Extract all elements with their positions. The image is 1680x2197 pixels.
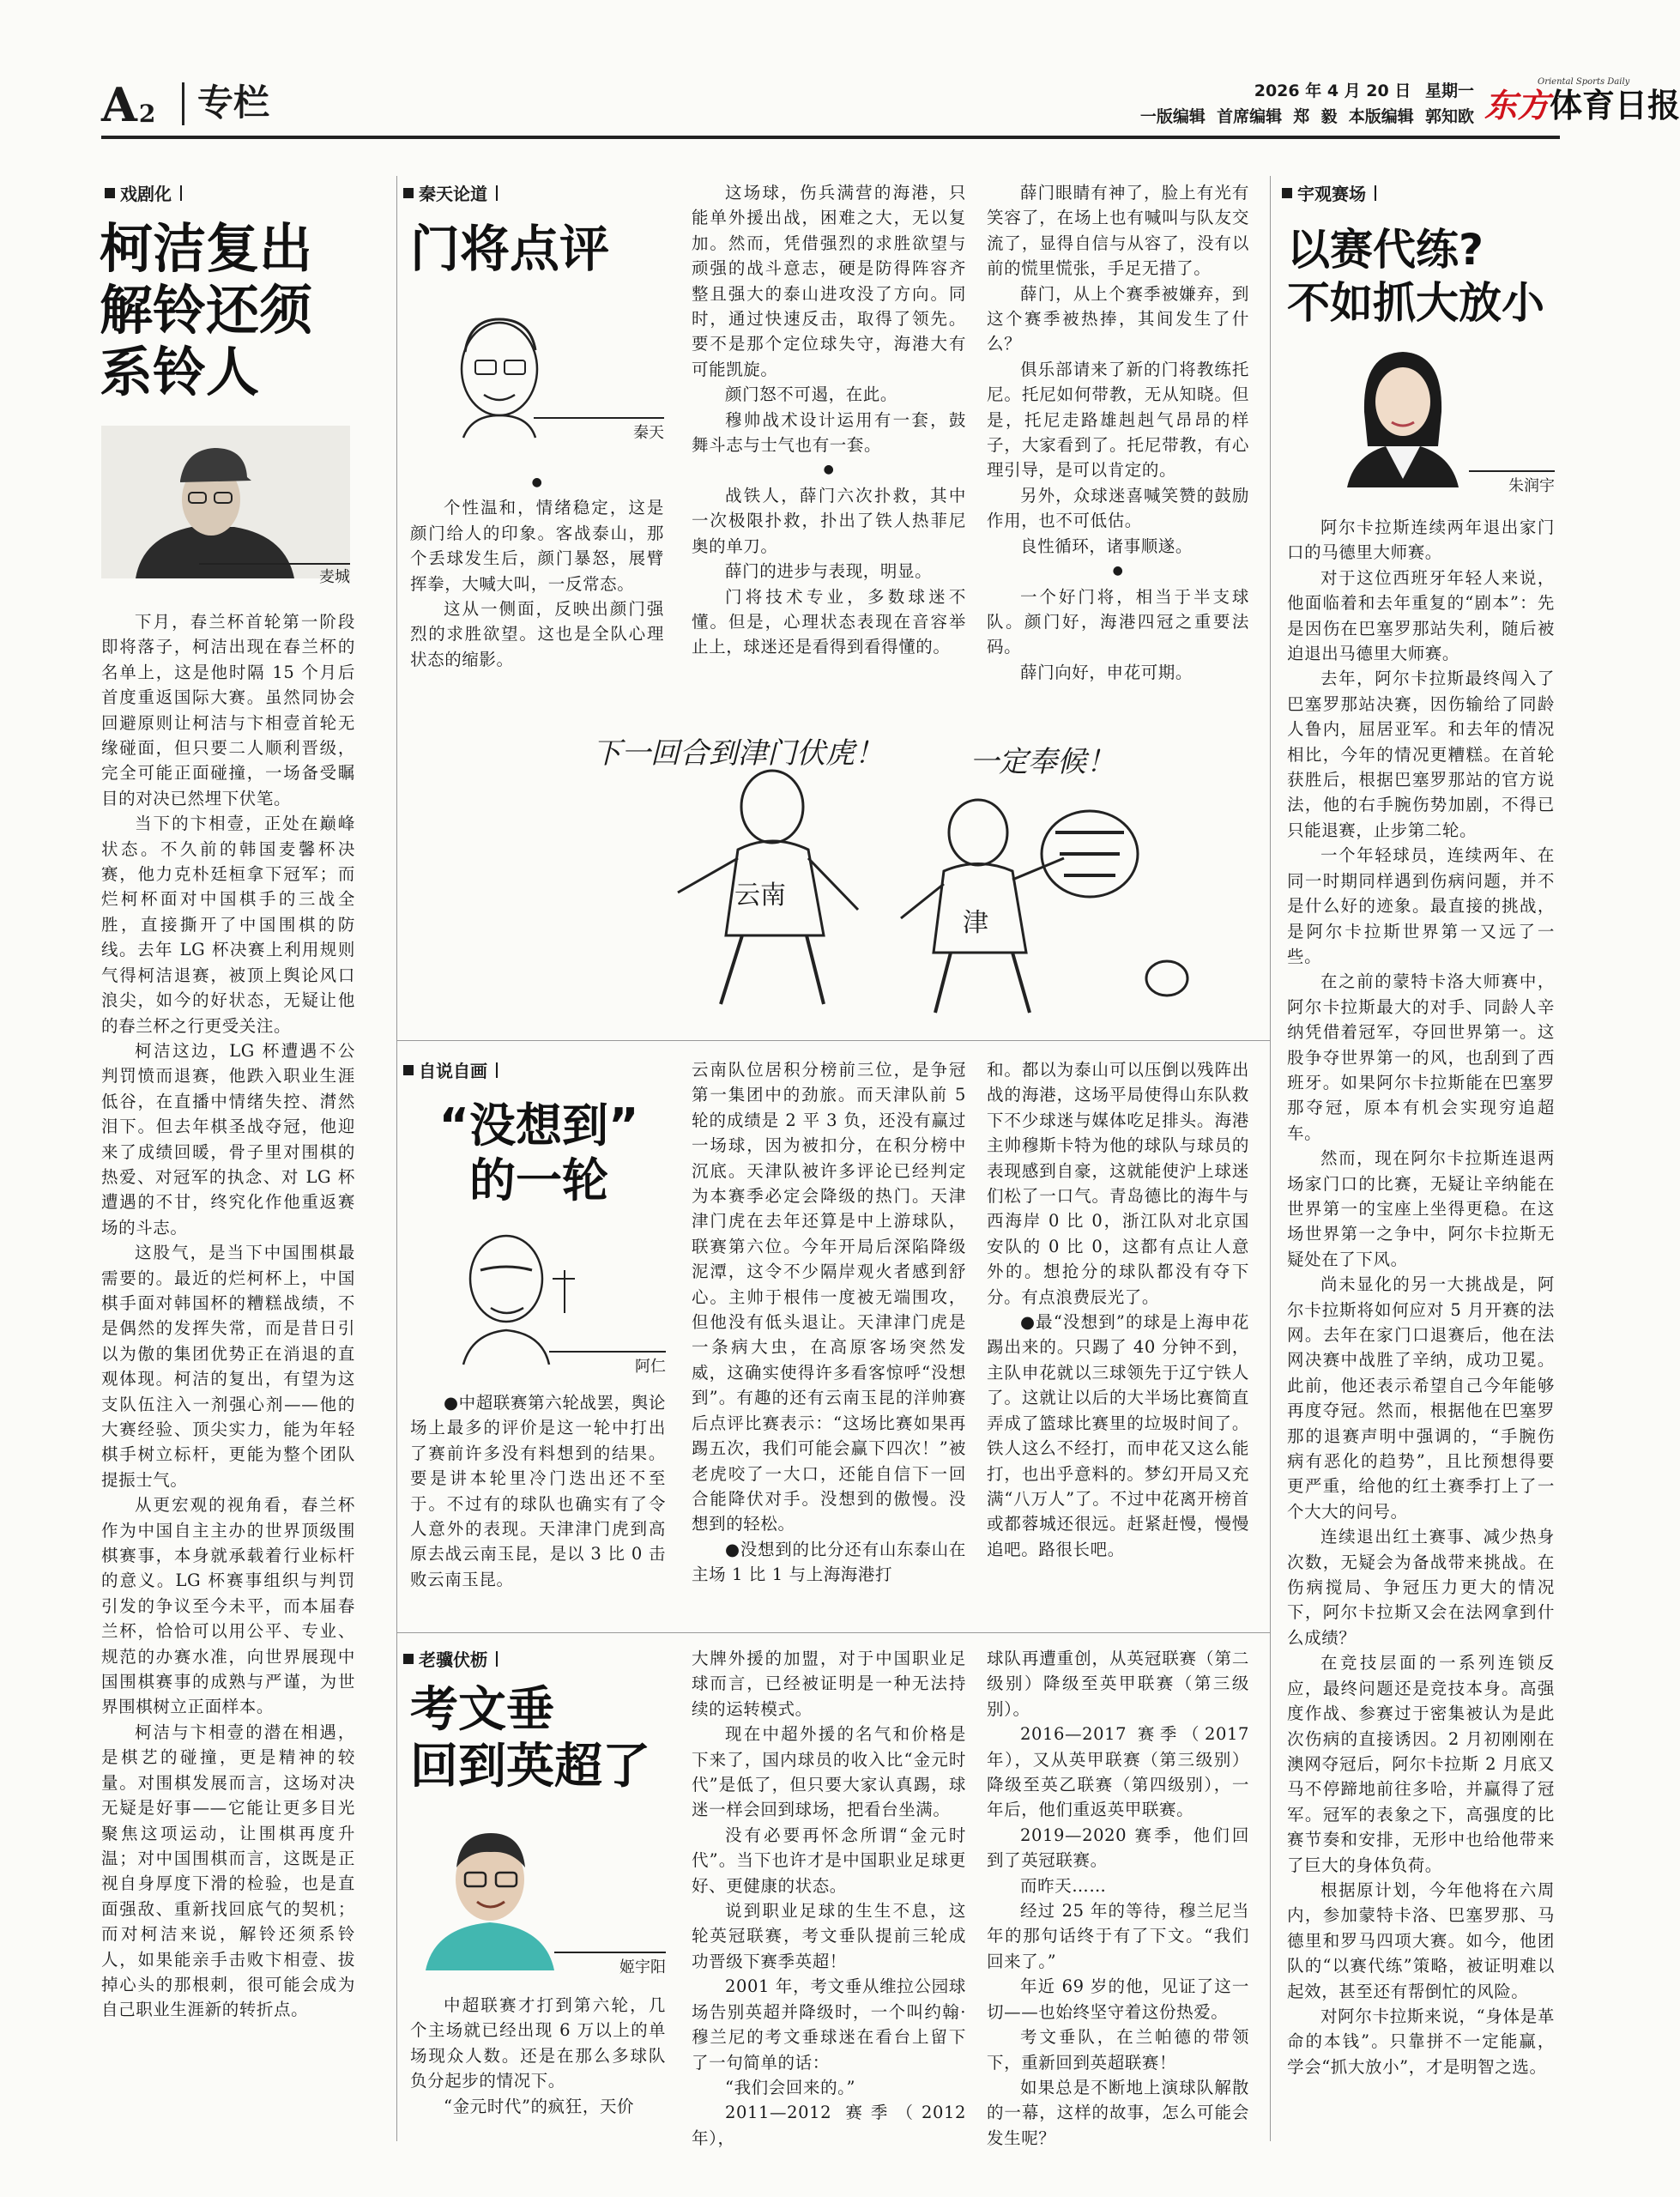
paragraph: 一个好门将，相当于半支球队。颜门好，海港四冠之重要法码。 <box>987 586 1249 657</box>
portrait-underline <box>554 1952 666 1953</box>
paragraph: 门将技术专业，多数球迷不懂。但是，心理状态表现在音容举止上，球迷还是看得到看得懂的。 <box>692 586 966 657</box>
paragraph: 战铁人，薛门六次扑救，其中一次极限扑救，扑出了铁人热菲尼奥的单刀。 <box>692 485 966 556</box>
masthead-divider <box>182 82 184 125</box>
paragraph: 考文垂队，在兰帕德的带领下，重新回到英超联赛！ <box>987 2027 1249 2073</box>
paragraph: 在之前的蒙特卡洛大师赛中，阿尔卡拉斯最大的对手、同龄人辛纳凭借着冠军，夺回世界第一。这股争夺世界第一的风，也刮到了西班牙。如果阿尔卡拉斯能在巴塞罗那夺冠，原本有机会实现穷追超车。 <box>1287 971 1555 1143</box>
paragraph: 球队再遭重创，从英冠联赛（第二级别）降级至英甲联赛（第三级别）。 <box>987 1649 1249 1719</box>
paragraph: 薛门的进步与表现，明显。 <box>725 561 933 582</box>
row-divider <box>396 1040 1270 1041</box>
row-divider <box>396 1632 1270 1633</box>
article-unexpected-col-c <box>987 1057 1249 1562</box>
paragraph: 年近 69 岁的他，见证了这一切——也始终坚守着这份热爱。 <box>987 1976 1249 2022</box>
section-label-zishuozihua: 自说自画 <box>403 1057 498 1082</box>
brand-cn-red: 东方 <box>1484 87 1550 124</box>
paragraph: 尚未显化的另一大挑战是，阿尔卡拉斯将如何应对 5 月开赛的法网。去年在家门口退赛后，他在法网决赛中战胜了辛纳，成功卫冕。此前，他还表示希望自己今年能够再度夺冠。然而，根据他在巴塞罗那的退赛声明中强调的，“手腕伤病有恶化的趋势”，且比预想得要更严重，给他的红土赛季打上了一个大大的问号。 <box>1287 1274 1555 1522</box>
paragraph: 中超联赛才打到第六轮，几个主场就已经出现 6 万以上的单场现众人数。还是在那么多球队负分起步的情况下。 <box>410 1995 666 2091</box>
paragraph: 对于这位西班牙年轻人来说，他面临着和去年重复的“剧本”：先是因伤在巴塞罗那站失利，随后被迫退出马德里大师赛。 <box>1287 567 1555 664</box>
label-square-icon <box>403 188 414 198</box>
author-name-maicheng: 麦城 <box>319 568 350 586</box>
paragraph: 柯洁与卞相壹的潜在相遇，是棋艺的碰撞，更是精神的较量。对围棋发展而言，这场对决无疑是好事——它能让更多目光聚焦这项运动，让围棋再度升温；对中国围棋而言，这既是正视自身厚度下滑的检验，也是直面强敌、重新找回底气的契机；而对柯洁来说，解铃还须系铃人，如果能亲手击败卞相壹、拔掉心头的那根刺，很可能会成为自己职业生涯新的转折点。 <box>101 1722 355 2020</box>
paragraph: 而昨天…… <box>1020 1875 1107 1896</box>
paragraph: ●没想到的比分还有山东泰山在主场 1 比 1 与上海海港打 <box>692 1539 966 1585</box>
jersey-label-right: 津 <box>963 908 988 938</box>
section-label-drama: 戏剧化 <box>105 180 182 205</box>
paragraph: 去年，阿尔卡拉斯最终闯入了巴塞罗那站决赛，因伤输给了同龄人鲁内，屈居亚军。和去年的情况相比，今年的情况更糟糕。在首轮获胜后，根据巴塞罗那站的官方说法，他的右手腕伤势加剧，不得已只能退赛，止步第二轮。 <box>1287 669 1555 840</box>
portrait-underline <box>549 1351 666 1353</box>
paragraph: 穆帅战术设计运用有一套，鼓舞斗志与士气也有一套。 <box>692 409 966 456</box>
paragraph: 2001 年，考文垂从维拉公园球场告别英超并降级时，一个叫约翰·穆兰尼的考文垂球迷在看台上留下了一句简单的话： <box>692 1976 966 2073</box>
label-square-icon <box>403 1065 414 1075</box>
paragraph: 薛门向好，申花可期。 <box>1020 662 1194 682</box>
paragraph: 良性循环，诸事顺遂。 <box>1020 536 1194 556</box>
author-portrait-zhurunyu <box>1339 335 1467 487</box>
page-digit: 2 <box>138 100 156 128</box>
bullet-dot-icon: ● <box>1112 564 1124 578</box>
column-divider <box>396 176 397 2141</box>
paragraph: 如果总是不断地上演球队解散的一幕，这样的故事，怎么可能会发生呢？ <box>987 2077 1249 2148</box>
paragraph: 阿尔卡拉斯连续两年退出家门口的马德里大师赛。 <box>1287 517 1555 563</box>
paragraph: 在竞技层面的一系列连锁反应，最终问题还是竞技本身。高强度作战、参赛过于密集被认为是此次伤病的直接诱因。2 月初刚刚在澳网夺冠后，阿尔卡拉斯 2 月底又马不停蹄地前往多哈，并赢得了冠军。冠军的表象之下，高强度的比赛节奏和安排，无形中也给他带来了巨大的身体负荷。 <box>1287 1653 1555 1875</box>
masthead <box>101 77 1680 137</box>
section-label-laojifuli: 老骥伏枥 <box>403 1646 498 1671</box>
article-kejie-body <box>101 609 355 2023</box>
page-number <box>101 77 156 132</box>
article-alcaraz-body <box>1287 515 1555 2079</box>
speech-bubble-right: 一定奉候！ <box>970 745 1115 779</box>
page-letter: A <box>101 77 137 132</box>
article-goalkeeper-col-a <box>410 470 664 672</box>
speech-bubble-left: 下一回合到津门伏虎！ <box>592 736 884 771</box>
paragraph: 俱乐部请来了新的门将教练托尼。托尼如何带教，无从知晓。但是，托尼走路雄赳赳气昂昂的样子，大家看到了。托尼带教，有心理引导，是可以肯定的。 <box>987 359 1249 481</box>
jersey-label-left: 云南 <box>734 881 786 911</box>
paragraph: 经过 25 年的等待，穆兰尼当年的那句话终于有了下文。“我们回来了。” <box>987 1901 1249 1971</box>
paragraph: 2016—2017 赛季（2017 年），又从英甲联赛（第三级别）降级至英乙联赛（第四级别），一年后，他们重返英甲联赛。 <box>987 1724 1249 1820</box>
paragraph: 然而，现在阿尔卡拉斯连退两场家门口的比赛，无疑让辛纳能在世界第一的宝座上坐得更稳。在这场世界第一之争中，阿尔卡拉斯无疑处在了下风。 <box>1287 1148 1555 1269</box>
brand-en: Oriental Sports Daily <box>1538 77 1630 87</box>
label-square-icon <box>403 1654 414 1664</box>
section-label-yuguan: 宇观赛场 <box>1282 180 1376 205</box>
article-unexpected-col-b <box>692 1057 966 1588</box>
label-bar-icon <box>1375 185 1376 201</box>
paragraph: 薛门，从上个赛季被嫌弃，到这个赛季被热捧，其间发生了什么？ <box>987 283 1249 354</box>
author-portrait-maicheng <box>101 426 350 578</box>
paragraph: 和。都以为泰山可以压倒以残阵出战的海港，这场平局使得山东队救下不少球迷与媒体吃足排头。海港主帅穆斯卡特为他的球队与球员的表现感到自豪，这就能使沪上球迷们松了一口气。青岛德比的海牛与西海岸 0 比 0，浙江队对北京国安队的 0 比 0，这都有点让人意外的。想抢分的球队都没有夺下分。有点浪费辰光了。 <box>987 1060 1249 1307</box>
paragraph: 这场球，伤兵满营的海港，只能单外援出战，困难之大，无以复加。然而，凭借强烈的求胜欲望与顽强的战斗意志，硬是防得阵容齐整且强大的泰山进攻没了方向。同时，通过快速反击，取得了领先。要不是那个定位球失守，海港大有可能凯旋。 <box>692 183 966 379</box>
paragraph: 大牌外援的加盟，对于中国职业足球而言，已经被证明是一种无法持续的运转模式。 <box>692 1649 966 1719</box>
article-coventry-col-a <box>410 1993 666 2119</box>
paragraph: 薛门眼睛有神了，脸上有光有笑容了，在场上也有喊叫与队友交流了，显得自信与从容了，没有以前的慌里慌张，手足无措了。 <box>987 183 1249 279</box>
author-name-qintian: 秦天 <box>633 424 664 442</box>
paragraph: 这股气，是当下中国围棋最需要的。最近的烂柯杯上，中国棋手面对韩国杯的糟糕战绩，不是偶然的发挥失常，而是昔日引以为傲的集团优势正在消退的直观体现。柯洁的复出，有望为这支队伍注入一剂强心剂——他的大赛经验、顶尖实力，能为年轻棋手树立标杆，更能为整个团队提振士气。 <box>101 1243 355 1490</box>
label-bar-icon <box>180 185 182 201</box>
paragraph: 一个年轻球员，连续两年、在同一时期同样遇到伤病问题，并不是什么好的迹象。最直接的挑战，是阿尔卡拉斯世界第一又远了一些。 <box>1287 845 1555 966</box>
label-bar-icon <box>496 1651 498 1667</box>
paragraph: 对阿尔卡拉斯来说，“身体是革命的本钱”。只靠拼不一定能赢，学会“抓大放小”，才是明智之选。 <box>1287 2006 1555 2077</box>
paragraph: 下月，春兰杯首轮第一阶段即将落子，柯洁出现在春兰杯的名单上，这是他时隔 15 个月后首度重返国际大赛。虽然同协会回避原则让柯洁与卞相壹首轮无缘碰面，但只要二人顺利晋级，完全可能正面碰撞，一场备受瞩目的对决已然埋下伏笔。 <box>101 612 355 808</box>
paragraph: 说到职业足球的生生不息，这轮英冠联赛，考文垂队提前三轮成功晋级下赛季英超！ <box>692 1901 966 1971</box>
brand-logo <box>1484 77 1680 130</box>
label-square-icon <box>105 188 115 198</box>
article-unexpected-col-a <box>410 1390 666 1592</box>
issue-date: 2026 年 4 月 20 日 <box>1254 82 1411 100</box>
article-coventry-col-c <box>987 1646 1249 2151</box>
paragraph: 连续退出红土赛事、减少热身次数，无疑会为备战带来挑战。在伤病搅局、争冠压力更大的情况下，阿尔卡拉斯又会在法网拿到什么成绩？ <box>1287 1527 1555 1648</box>
paragraph: 个性温和，情绪稳定，这是颜门给人的印象。客战泰山，那个丢球发生后，颜门暴怒，展臂挥拳，大喊大叫，一反常态。 <box>410 498 664 594</box>
issue-weekday: 星期一 <box>1424 82 1474 100</box>
portrait-underline <box>534 417 664 419</box>
paragraph: 这从一侧面，反映出颜门强烈的求胜欲望。这也是全队心理状态的缩影。 <box>410 599 664 669</box>
headline-unexpected: “没想到” 的一轮 <box>438 1098 639 1207</box>
article-goalkeeper-col-b <box>692 180 966 660</box>
paragraph: 从更宏观的视角看，春兰杯作为中国自主主办的世界顶级围棋赛事，本身就承载着行业标杆的意义。LG 杯赛事组织与判罚引发的争议至今未平，而本届春兰杯，恰恰可以用公平、专业、规范的办赛水准，向世界展现中国围棋赛事的成熟与严谨，为世界围棋树立正面样本。 <box>101 1495 355 1717</box>
headline-goalkeeper: 门将点评 <box>410 220 610 278</box>
bullet-dot-icon: ● <box>823 463 835 477</box>
section-label-qintian: 秦天论道 <box>403 180 498 205</box>
bullet-dot-icon: ● <box>531 475 543 489</box>
paragraph: ●中超联赛第六轮战罢，舆论场上最多的评价是这一轮中打出了赛前许多没有料想到的结果。要是讲本轮里冷门迭出还不至于。不过有的球队也确实有了令人意外的表现。天津津门虎到高原去战云南玉昆，是以 3 比 0 击败云南玉昆。 <box>410 1393 666 1589</box>
paragraph: 2011—2012 赛季（2012 年）， <box>692 2103 966 2148</box>
editorial-cartoon <box>566 704 1253 1030</box>
author-name-zhurunyu: 朱润宇 <box>1508 477 1555 495</box>
paragraph: 颜门怒不可遏，在此。 <box>725 384 898 405</box>
headline-kejie: 柯洁复出 解铃还须 系铃人 <box>100 217 313 403</box>
paragraph: “金元时代”的疯狂，天价 <box>444 2096 635 2116</box>
author-portrait-jiyuyang <box>426 1816 554 1970</box>
portrait-underline <box>1469 470 1555 472</box>
article-goalkeeper-col-c <box>987 180 1249 685</box>
paragraph: 当下的卞相壹，正处在巅峰状态。不久前的韩国麦馨杯决赛，他力克朴廷桓拿下冠军；而烂柯杯面对中国棋手的三战全胜，直接撕开了中国围棋的防线。去年 LG 杯决赛上利用规则气得柯洁退赛，被顶上舆论风口浪尖，如今的好状态，无疑让他的春兰杯之行更受关注。 <box>101 814 355 1036</box>
author-name-aren: 阿仁 <box>635 1358 666 1376</box>
paragraph: 柯洁这边，LG 杯遭遇不公判罚愤而退赛，他跌入职业生涯低谷，在直播中情绪失控、潸然泪下。但去年棋圣战夺冠，他迎来了成绩回暖，骨子里对围棋的热爱、对冠军的执念、对 LG 杯遭遇的不甘，终究化作他重返赛场的斗志。 <box>101 1040 355 1238</box>
paragraph: 没有必要再怀念所谓“金元时代”。当下也许才是中国职业足球更好、更健康的状态。 <box>692 1825 966 1896</box>
author-name-jiyuyang: 姬宇阳 <box>619 1958 666 1976</box>
section-title: 专栏 <box>197 82 270 124</box>
column-divider <box>1270 176 1271 2141</box>
editors-line: 一版编辑 首席编辑 郑 毅 本版编辑 郭知欧 <box>1139 107 1474 126</box>
paragraph: 云南队位居积分榜前三位，是争冠第一集团中的劲旅。而天津队前 5 轮的成绩是 2 平 3 负，还没有赢过一场球，因为被扣分，在积分榜中沉底。天津队被许多评论已经判定为本赛季必定会降级的热门。天津津门虎在去年还算是中上游球队，联赛第六位。今年开局后深陷降级泥潭，这令不少隔岸观火者感到舒心。主帅于根伟一度被无端围攻，但他没有低头退让。天津津门虎是一条病大虫，在高原客场突然发威，这确实使得许多看客惊呼“没想到”。有趣的还有云南玉昆的洋帅赛后点评比赛表示：“这场比赛如果再踢五次，我们可能会赢下四次！”被老虎咬了一大口，还能自信下一回合能降伏对手。没想到的傲慢。没想到的轻松。 <box>692 1060 966 1534</box>
article-coventry-col-b <box>692 1646 966 2151</box>
label-square-icon <box>1282 188 1292 198</box>
paragraph: ●最“没想到”的球是上海申花踢出来的。只踢了 40 分钟不到，主队申花就以三球领先于辽宁铁人了。这就让以后的大半场比赛简直弄成了篮球比赛里的垃圾时间了。铁人这么不经打，而申花又这么能打，也出乎意料的。梦幻开局又充满“八万人”了。不过中花离开榜首或都蓉城还很远。赶紧赶慢，慢慢追吧。路很长吧。 <box>987 1312 1249 1559</box>
paragraph: “我们会回来的。” <box>725 2077 856 2097</box>
label-bar-icon <box>496 1062 498 1078</box>
masthead-rule <box>101 136 1560 139</box>
paragraph: 2019—2020 赛季，他们回到了英冠联赛。 <box>987 1825 1249 1871</box>
brand-cn-black: 体育日报 <box>1550 87 1680 124</box>
headline-alcaraz: 以赛代练? 不如抓大放小 <box>1287 225 1544 328</box>
paragraph: 现在中超外援的名气和价格是下来了，国内球员的收入比“金元时代”是低了，但只要大家认真踢，球迷一样会回到球场，把看台坐满。 <box>692 1724 966 1820</box>
paragraph: 另外，众球迷喜喊笑赞的鼓励作用，也不可低估。 <box>987 485 1249 531</box>
headline-coventry: 考文垂 回到英超了 <box>410 1682 650 1795</box>
paragraph: 根据原计划，今年他将在六周内，参加蒙特卡洛、巴塞罗那、马德里和罗马四项大赛。如今，他团队的“以赛代练”策略，被证明难以起效，甚至还有帮倒忙的风险。 <box>1287 1879 1555 2001</box>
issue-date-line <box>1114 81 1474 101</box>
label-bar-icon <box>496 185 498 201</box>
author-caricature-aren <box>446 1219 583 1365</box>
